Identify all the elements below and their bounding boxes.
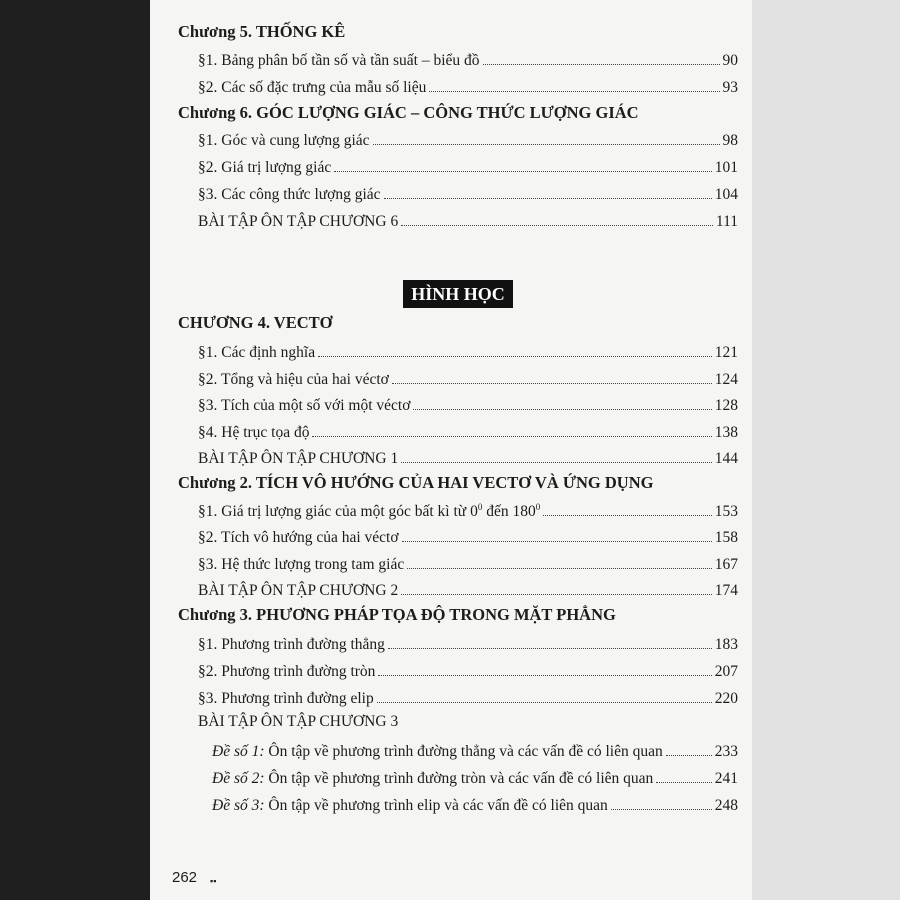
test-name: Đề số 2:	[212, 770, 265, 787]
toc-label: §1. Phương trình đường thẳng	[198, 636, 385, 653]
toc-row[interactable]	[198, 367, 738, 389]
leader-dots	[312, 436, 711, 437]
toc-label: BÀI TẬP ÔN TẬP CHƯƠNG 1	[198, 450, 399, 467]
toc-row[interactable]	[198, 552, 738, 574]
toc-label: §2. Các số đặc trưng của mẫu số liệu	[198, 79, 427, 96]
test-text: Ôn tập về phương trình đường tròn và các vấn đề có liên quan	[268, 770, 654, 787]
toc-row[interactable]	[198, 578, 738, 600]
toc-label: §2. Giá trị lượng giác	[198, 159, 332, 176]
toc-row[interactable]	[198, 632, 738, 654]
test-row[interactable]	[212, 793, 738, 815]
left-shadow	[0, 0, 150, 900]
chapter-2-heading: Chương 2. TÍCH VÔ HƯỚNG CỦA HAI VECTƠ VÀ ỨNG DỤNG	[178, 473, 654, 492]
toc-row[interactable]	[198, 128, 738, 150]
toc-row[interactable]	[198, 75, 738, 97]
page-number: 262	[172, 869, 198, 886]
leader-dots	[483, 64, 720, 65]
toc-page: 93	[722, 79, 738, 96]
leader-dots	[402, 541, 712, 542]
toc-page: 241	[714, 770, 738, 787]
chapter-6-heading: Chương 6. GÓC LƯỢNG GIÁC – CÔNG THỨC LƯỢNG GIÁC	[178, 103, 639, 122]
toc-label: §3. Các công thức lượng giác	[198, 186, 381, 203]
test-name: Đề số 3:	[212, 797, 265, 814]
toc-label: §4. Hệ trục tọa độ	[198, 424, 310, 441]
toc-label	[212, 743, 663, 761]
toc-page: 144	[714, 450, 738, 467]
footer-mark: ▪▪	[210, 876, 217, 886]
toc-label	[212, 770, 653, 788]
test-text: Ôn tập về phương trình elip và các vấn đề có liên quan	[268, 797, 608, 814]
leader-dots	[666, 755, 712, 756]
toc-page: 207	[714, 663, 738, 680]
chapter-5-heading: Chương 5. THỐNG KÊ	[178, 22, 346, 41]
section-banner: HÌNH HỌC	[403, 280, 513, 308]
toc-row[interactable]	[198, 182, 738, 204]
leader-dots	[656, 782, 711, 783]
review-3-heading[interactable]: BÀI TẬP ÔN TẬP CHƯƠNG 3	[198, 713, 399, 730]
toc-row[interactable]	[198, 446, 738, 468]
test-row[interactable]	[212, 739, 738, 761]
test-row[interactable]	[212, 766, 738, 788]
chapter-3-heading: Chương 3. PHƯƠNG PHÁP TỌA ĐỘ TRONG MẶT PHẲNG	[178, 605, 616, 624]
toc-label: §1. Góc và cung lượng giác	[198, 132, 370, 149]
toc-page: 158	[714, 529, 738, 546]
degree-sup: 0	[535, 501, 541, 512]
chapter-4-heading: CHƯƠNG 4. VECTƠ	[178, 313, 333, 332]
test-name: Đề số 1:	[212, 743, 265, 760]
leader-dots	[373, 144, 720, 145]
leader-dots	[401, 225, 713, 226]
toc-page: 104	[714, 186, 738, 203]
toc-row[interactable]	[198, 420, 738, 442]
toc-row[interactable]	[198, 659, 738, 681]
right-margin	[752, 0, 900, 900]
toc-page: 248	[714, 797, 738, 814]
leader-dots	[378, 675, 711, 676]
toc-label: BÀI TẬP ÔN TẬP CHƯƠNG 6	[198, 213, 399, 230]
toc-label: §1. Bảng phân bố tần số và tần suất – biểu đồ	[198, 52, 480, 69]
toc-page: 220	[714, 690, 738, 707]
toc-page: 167	[714, 556, 738, 573]
toc-label: §2. Phương trình đường tròn	[198, 663, 376, 680]
toc-label	[198, 502, 540, 521]
toc-label: §3. Hệ thức lượng trong tam giác	[198, 556, 405, 573]
leader-dots	[429, 91, 719, 92]
toc-label: §2. Tổng và hiệu của hai véctơ	[198, 371, 389, 388]
leader-dots	[318, 356, 712, 357]
toc-page: 124	[714, 371, 738, 388]
toc-label: §2. Tích vô hướng của hai véctơ	[198, 529, 399, 546]
toc-page: 174	[714, 582, 738, 599]
leader-dots	[384, 198, 712, 199]
toc-page: 233	[714, 743, 738, 760]
toc-page: 98	[722, 132, 738, 149]
test-text: Ôn tập về phương trình đường thẳng và các vấn đề có liên quan	[268, 743, 663, 760]
leader-dots	[407, 568, 712, 569]
toc-label: BÀI TẬP ÔN TẬP CHƯƠNG 2	[198, 582, 399, 599]
toc-label-part: §1. Giá trị lượng giác của một góc bất kì từ 0	[198, 503, 478, 520]
leader-dots	[388, 648, 712, 649]
toc-row[interactable]	[198, 48, 738, 70]
toc-row[interactable]	[198, 155, 738, 177]
toc-row[interactable]	[198, 340, 738, 362]
leader-dots	[392, 383, 712, 384]
toc-page: 128	[714, 397, 738, 414]
leader-dots	[377, 702, 712, 703]
toc-row[interactable]	[198, 499, 738, 521]
toc-label-part: đến 180	[482, 503, 536, 520]
toc-page: 138	[714, 424, 738, 441]
leader-dots	[413, 409, 711, 410]
toc-page: 90	[722, 52, 738, 69]
toc-row[interactable]	[198, 525, 738, 547]
toc-row[interactable]	[198, 209, 738, 231]
leader-dots	[401, 462, 712, 463]
toc-row[interactable]	[198, 686, 738, 708]
toc-page: 183	[714, 636, 738, 653]
degree-sup: 0	[477, 501, 483, 512]
toc-page: 153	[714, 503, 738, 520]
toc-page: 111	[715, 213, 738, 230]
leader-dots	[611, 809, 712, 810]
toc-label: §1. Các định nghĩa	[198, 344, 316, 361]
leader-dots	[401, 594, 712, 595]
toc-page: 101	[714, 159, 738, 176]
toc-page: 121	[714, 344, 738, 361]
toc-label: §3. Tích của một số với một véctơ	[198, 397, 411, 414]
leader-dots	[334, 171, 712, 172]
leader-dots	[543, 515, 712, 516]
toc-label	[212, 797, 608, 815]
toc-row[interactable]	[198, 393, 738, 415]
toc-label: §3. Phương trình đường elip	[198, 690, 374, 707]
